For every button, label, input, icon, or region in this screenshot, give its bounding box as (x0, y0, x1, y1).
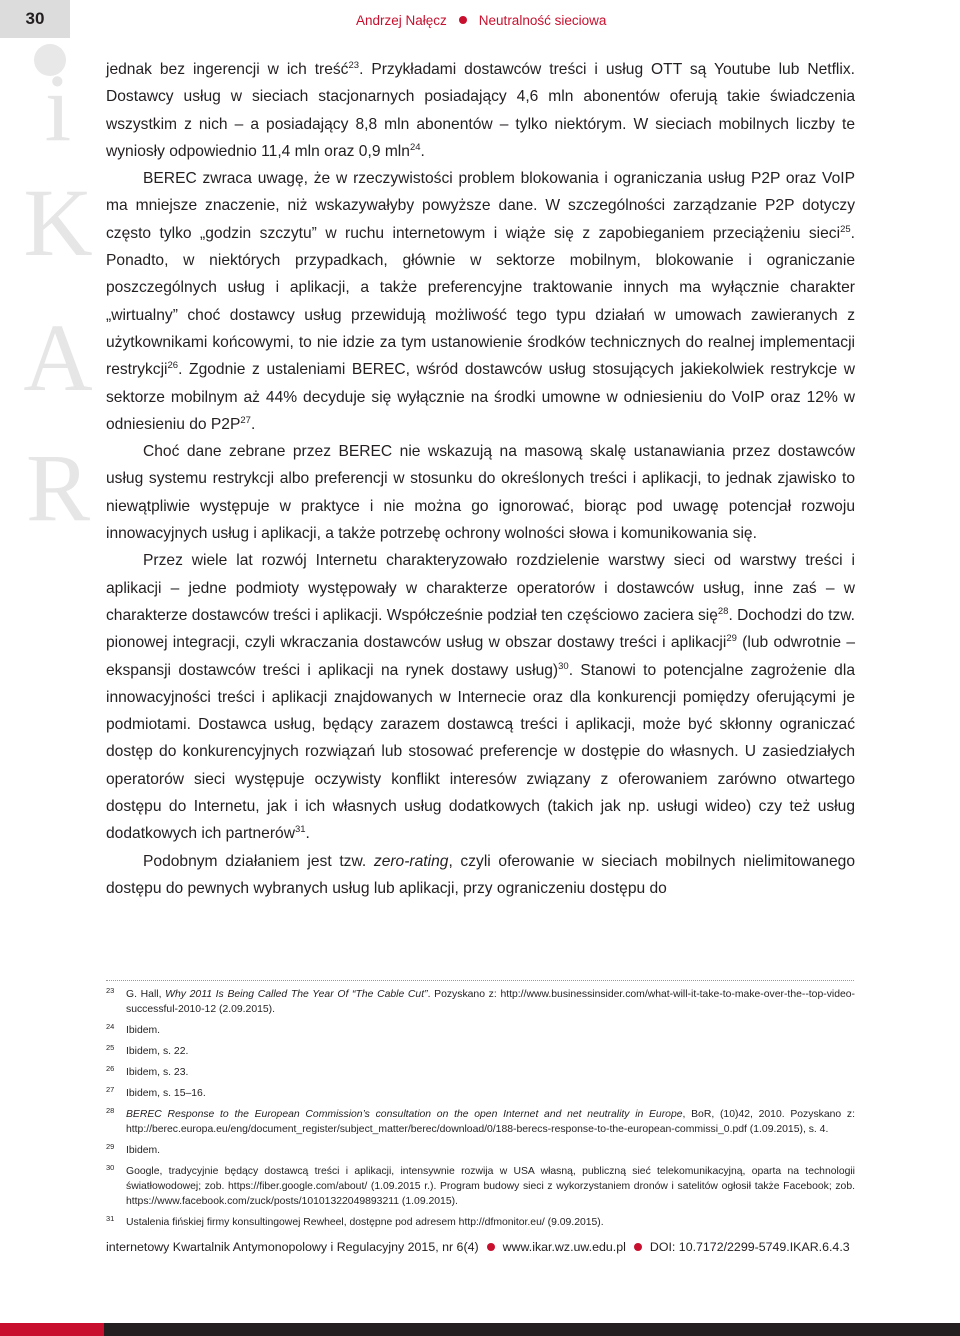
footnote-23: $^{23}$ G. Hall, Why 2011 Is Being Called The Year Of “The Cable Cut”. Pozyskano z: http://www.businessinsider.com/what-will-it-take-to-make-over-the--top-video-successful-2010-12 (2.09.2015). (106, 986, 856, 1015)
paragraph-2: BEREC zwraca uwagę, że w rzeczywistości problem blokowania i ograniczania usług P2P oraz VoIP ma mniejsze znaczenie, niż wskazywałyby powyższe dane. W szczególności zarządzanie P2P dotyczy często tylko „godzin szczytu” w ruchu internetowym i wiąże się z zapobieganiem przeciążeniu sieci$^{25}$. Ponadto, w niektórych przypadkach, głównie w sektorze mobilnym, blokowanie i ograniczanie poszczególnych usług i aplikacji, a także preferencyjne traktowanie innych ma wyłącznie charakter „wirtualny” choć dostawcy usług przewidują możliwość tego typu działań w umowach zawieranych z użytkownikami końcowymi, to nie idzie za tym ustanowienie środków technicznych do realnej implementacji restrykcji$^{26}$. Zgodnie z ustaleniami BEREC, wśród dostawców usług stosujących jakiekolwiek restrykcje w sektorze mobilnym aż 44% decyduje się wyłącznie na środki umowne w odniesieniu do VoIP oraz 12% w odniesieniu do $P2P^{27}$. (106, 170, 855, 433)
footnote-link[interactable]: Google, tradycyjnie będący dostawcą treści i aplikacji, intensywnie rozwija w USA własną, publiczną sieć telekomunikacyjną, oparta na technologii światłowodowej; zob. https://fiber.google.com/about/ (1.09.2015 r.). Program budowy sieci z wykorzystaniem dronów i satelitów ogłosił także Facebook; zob. https://www.facebook.com/zuck/posts/10101322049893211 (1.09.2015). (126, 1166, 855, 1207)
footnote-link[interactable]: , BoR, (10)42, 2010. Pozyskano z: http://berec.europa.eu/eng/document_register/subject_matter/berec/download/0/188-berecs-response-to-the-european-commissi_0.pdf (1.09.2015), s. 4. (126, 1109, 855, 1135)
footnote-30: $^{30}$ Google, tradycyjnie będący dostawcą treści i aplikacji, intensywnie rozwija w USA własną, publiczną sieć telekomunikacyjną, oparta na technologii światłowodowej; zob. https://fiber.google.com/about/ (1.09.2015 r.). Program budowy sieci z wykorzystaniem dronów i satelitów ogłosił także Facebook; zob. https://www.facebook.com/zuck/posts/10101322049893211 (1.09.2015). (106, 1163, 855, 1207)
footnote-29: $^{29}$ Ibidem. (106, 1142, 161, 1156)
ikar-logo (6, 40, 98, 541)
footnote-ref-26[interactable]: 26 (167, 360, 179, 372)
paragraph-3: Choć dane zebrane przez BEREC nie wskazują na masową skalę ustanawiania przez dostawców usług systemu restrykcji albo preferencji w stosunku do określonych treści i aplikacji, to jednak zjawisko to niewątpliwie występuje w praktyce i nie można go ignorować, biorąc pod uwagę potencjał rozwoju innowacyjnych usług i aplikacji, a także potrzebę ochrony wolności słowa i komunikowania się. (106, 443, 855, 543)
footnote-31: $^{31}$ Ustalenia fińskiej firmy konsultingowej Rewheel, dostępne pod adresem http://dfmonitor.eu/ (9.09.2015). (106, 1215, 855, 1230)
header-title: Neutralność sieciowa (478, 12, 607, 28)
footnote-divider (106, 980, 854, 981)
footer-doi: DOI: 10.7172/2299-5749.IKAR.6.4.3 (649, 1240, 850, 1254)
paragraph-5: Podobnym działaniem jest tzw. zero-rating, czyli oferowanie w sieciach mobilnych nielimitowanego dostępu do pewnych wybranych usług lub aplikacji, przy ograniczeniu dostępu do (106, 852, 855, 897)
page-number: 30 (0, 0, 70, 38)
footnotes (106, 984, 855, 1230)
paragraph-1: jednak bez ingerencji w ich treść$^{23}$. Przykładami dostawców treści i usług OTT są Youtube lub Netflix. Dostawcy usług w sieciach stacjonarnych posiadający 4,6 mln abonentów oferują takie świadczenia wszystkim z nich – a posiadający 8,8 mln abonentów – tylko niektórym. W sieciach mobilnych liczby te wyniosły odpowiednio 11,4 mln oraz 0,9 mln$^{24}$. (106, 60, 855, 160)
footnote-ref-25[interactable]: 25 (840, 223, 851, 235)
bottom-bar-accent (0, 1323, 104, 1336)
footnote-ref-24[interactable]: 24 (409, 141, 421, 153)
footnote-ref-31[interactable]: 31 (294, 824, 306, 836)
bullet-dot-icon (487, 1243, 495, 1251)
footer-website-link[interactable]: www.ikar.wz.uw.edu.pl (502, 1240, 626, 1254)
footnote-ref-28[interactable]: 28 (717, 605, 729, 617)
footnote-link[interactable]: . Pozyskano z: http://www.businessinsider.com/what-will-it-take-to-make-over-the--top-video-successful-2010-12 (2.09.2015). (126, 989, 856, 1015)
footer-journal: internetowy Kwartalnik Antymonopolowy i Regulacyjny 2015, nr 6(4) (106, 1240, 479, 1254)
page-footer (106, 1238, 866, 1256)
article-body (106, 56, 855, 902)
footnote-ref-30[interactable]: 30 (558, 660, 569, 672)
logo-letter-r: R (25, 434, 91, 541)
bottom-bar (0, 1323, 960, 1336)
footnote-25: $^{25}$ Ibidem, s. 22. (106, 1043, 189, 1057)
footnote-26: $^{26}$ Ibidem, s. 23. (106, 1064, 189, 1078)
running-header (356, 10, 816, 30)
paragraph-4: Przez wiele lat rozwój Internetu charakteryzowało rozdzielenie warstwy sieci od warstwy treści i aplikacji – jedne podmioty występowały w charakterze operatorów i dostawców usług, inne zaś – w charakterze dostawców treści i aplikacji. Współcześnie podział ten częściowo zaciera się$^{28}$. Dochodzi do tzw. pionowej integracji, czyli wkraczania dostawców usług w obszar dostawy treści i aplikacji$^{29}$ (lub odwrotnie – ekspansji dostawców treści i aplikacji na rynek dostawy usług)$^{30}$. Stanowi to potencjalne zagrożenie dla innowacyjności treści i aplikacji znajdowanych w Internecie oraz dla konkurencji pomiędzy oferującymi je podmiotami. Dostawca usług, będący zarazem dostawcą treści i aplikacji, może być skłonny ograniczać dostęp do konkurencyjnych rozwiązań lub stosować preferencje w dostępie do własnych. U zasiedziałych operatorów sieci występuje oczywisty konflikt interesów związany z oferowaniem zarówno otwartego dostępu do Internetu, jak i ich własnych usług dodatkowych (takich jak np. usługi wideo) czy też usług dodatkowych ich partnerów$^{31}$. (106, 552, 856, 843)
footnote-ref-27[interactable]: 27 (240, 414, 251, 426)
bullet-dot-icon (634, 1243, 642, 1251)
bullet-dot-icon (459, 16, 467, 24)
footnote-24: $^{24}$ Ibidem. (106, 1022, 161, 1036)
logo-letter-a: A (23, 304, 93, 411)
footnote-27: $^{27}$ Ibidem, s. 15–16. (106, 1085, 206, 1099)
logo-letter-i: i (44, 54, 72, 161)
footnote-28: $^{28}$ BEREC Response to the European Commission’s consultation on the open Internet and net neutrality in Europe, BoR, (10)42, 2010. Pozyskano z: http://berec.europa.eu/eng/document_register/subject_matter/berec/download/0/188-berecs-response-to-the-european-commissi_0.pdf (1.09.2015), s. 4. (106, 1106, 855, 1135)
footnote-ref-29[interactable]: 29 (726, 633, 737, 645)
footnote-link[interactable]: Ustalenia fińskiej firmy konsultingowej Rewheel, dostępne pod adresem http://dfmonitor.eu/ (9.09.2015). (126, 1217, 604, 1228)
logo-letter-k: K (23, 169, 93, 276)
footnote-ref-23[interactable]: 23 (348, 60, 360, 71)
header-author: Andrzej Nałęcz (356, 12, 447, 28)
